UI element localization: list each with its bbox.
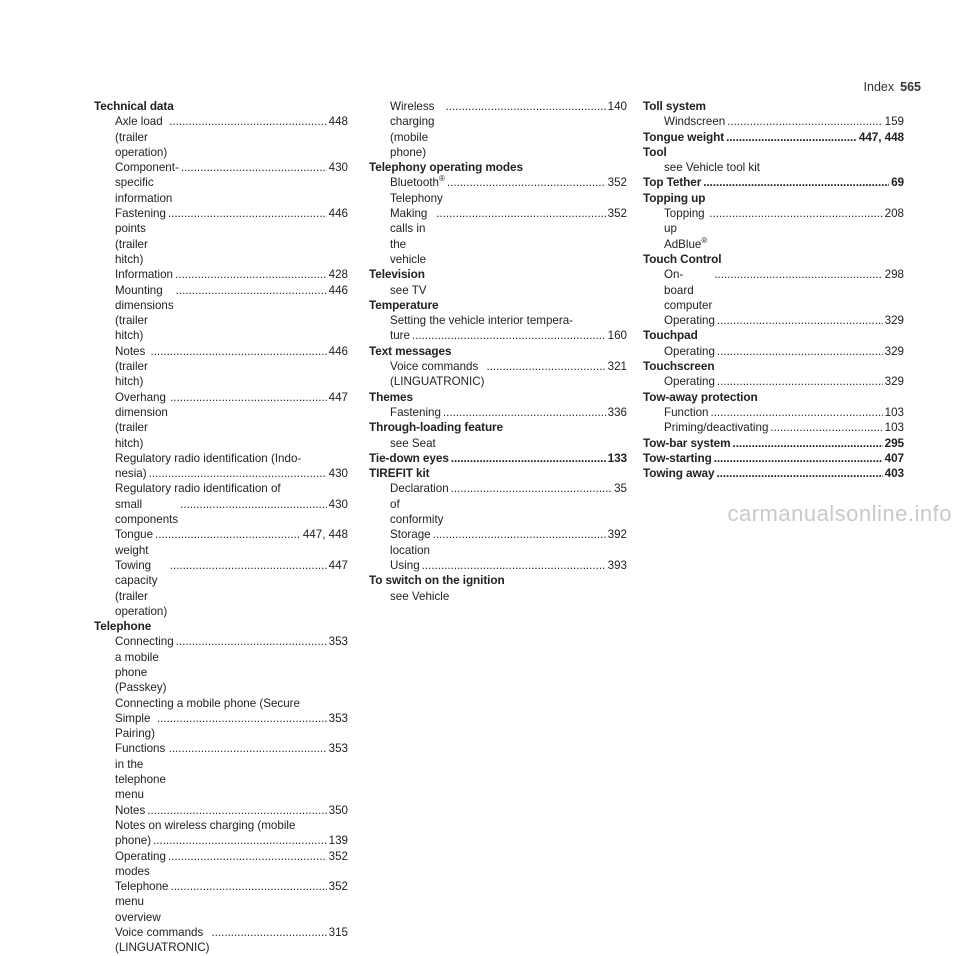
- index-subentry: [369, 527, 627, 558]
- page-reference-link[interactable]: 336: [607, 405, 627, 419]
- index-heading: [643, 359, 904, 374]
- index-heading: [369, 466, 627, 481]
- index-subentry: [94, 741, 348, 802]
- index-heading: [643, 451, 904, 466]
- index-subentry: [643, 405, 904, 420]
- index-heading: [643, 466, 904, 481]
- heading-text: Touch Control: [643, 251, 722, 266]
- leader-dots: [147, 803, 326, 818]
- index-subentry: [94, 114, 348, 160]
- page-reference-link[interactable]: 447: [328, 390, 348, 404]
- index-entry-continued: [369, 99, 627, 160]
- index-entry-top-tether: [643, 175, 904, 190]
- page-reference-link[interactable]: 159: [884, 115, 904, 129]
- subentry-text: Declaration of conformity: [390, 482, 449, 527]
- page-reference-link[interactable]: 446: [328, 207, 348, 221]
- leader-dots: [486, 359, 605, 374]
- page-reference-link[interactable]: 298: [884, 268, 904, 282]
- index-subentry: [643, 344, 904, 359]
- page-reference-link[interactable]: 133: [607, 450, 627, 465]
- page-reference-link[interactable]: 350: [328, 803, 348, 817]
- index-entry-tongue-weight: [643, 130, 904, 145]
- subentry-text: Functions in the telephone menu: [115, 742, 166, 802]
- subentry-text: Telephone menu overview: [115, 880, 169, 924]
- leader-dots: [181, 160, 327, 175]
- index-subentry: [94, 925, 348, 956]
- leader-dots: [150, 344, 326, 359]
- leader-dots: [149, 466, 327, 481]
- index-entry-temperature: [369, 298, 627, 344]
- subentry-text: nesia): [115, 467, 147, 481]
- subentry-text: Notes (trailer hitch): [115, 344, 148, 389]
- leader-dots: [714, 267, 882, 282]
- index-column-3: [643, 99, 904, 481]
- index-entry-tie-down-eyes: [369, 451, 627, 466]
- index-subentry: [94, 344, 348, 390]
- index-heading: [643, 145, 904, 160]
- subentry-line: Connecting a mobile phone (Secure: [115, 696, 300, 710]
- heading-text: To switch on the ignition: [369, 573, 505, 588]
- leader-dots: [726, 130, 857, 145]
- page-reference-link[interactable]: 430: [328, 467, 348, 481]
- index-column-1: [94, 99, 348, 956]
- index-entry-touchpad: [643, 328, 904, 359]
- subentry-text: Making calls in the vehicle: [390, 207, 428, 266]
- page-reference-link[interactable]: 352: [328, 880, 348, 894]
- subentry-text: Function: [664, 405, 709, 419]
- heading-text: TIREFIT kit: [369, 466, 430, 481]
- leader-dots: [447, 175, 606, 190]
- index-subentry: [94, 527, 348, 558]
- subentry-text: ture: [390, 329, 410, 343]
- heading-text: Telephony operating modes: [369, 160, 523, 175]
- leader-dots: [422, 558, 606, 573]
- index-subentry: [369, 206, 627, 267]
- subentry-text: Overhang dimension (trailer hitch): [115, 390, 168, 450]
- subentry-line: Regulatory radio identification (Indo-: [115, 451, 302, 465]
- index-subentry: [94, 803, 348, 818]
- index-subentry: [643, 420, 904, 435]
- subentry-text: Operating: [664, 314, 715, 328]
- index-entry-tow-away-protection: [643, 390, 904, 436]
- index-heading: [643, 130, 904, 145]
- leader-dots: [169, 114, 326, 129]
- heading-text: Touchpad: [643, 328, 698, 343]
- heading-text: Tie-down eyes: [369, 450, 449, 465]
- subentry-text: Component-specific information: [115, 161, 179, 205]
- index-subentry: [94, 711, 348, 742]
- index-heading: [369, 267, 627, 282]
- page-reference-link[interactable]: 353: [328, 635, 348, 649]
- page-reference-link[interactable]: 430: [328, 497, 348, 511]
- index-subentry: [643, 374, 904, 389]
- subentry-text: Voice commands (LINGUATRONIC): [390, 360, 485, 389]
- leader-dots: [171, 879, 327, 894]
- index-heading: [369, 390, 627, 405]
- index-subentry: [94, 849, 348, 880]
- leader-dots: [170, 558, 327, 573]
- leader-dots: [446, 99, 606, 114]
- leader-dots: [168, 849, 327, 864]
- index-subentry: [643, 313, 904, 328]
- page-reference-link[interactable]: 447: [328, 558, 348, 572]
- subentry-text: Operating: [664, 344, 715, 358]
- index-entry-telephony-operating-modes: [369, 160, 627, 267]
- subentry-text: Simple Pairing): [115, 711, 155, 741]
- index-label: Index: [863, 80, 895, 94]
- leader-dots: [168, 206, 327, 221]
- heading-text: Towing away: [643, 466, 715, 481]
- index-heading: [369, 344, 627, 359]
- page-reference-link[interactable]: 329: [884, 375, 904, 389]
- page-header: [864, 80, 921, 94]
- index-subentry: [94, 558, 348, 619]
- index-heading: [369, 160, 627, 175]
- leader-dots: [727, 114, 882, 129]
- page-reference-link[interactable]: 329: [884, 314, 904, 328]
- index-subentry: [369, 481, 627, 527]
- subentry-line: Setting the vehicle interior tempera-: [390, 314, 574, 328]
- heading-text: Touchscreen: [643, 359, 715, 374]
- index-heading: [643, 390, 904, 405]
- leader-dots: [717, 313, 883, 328]
- page-reference-link[interactable]: 448: [328, 115, 348, 129]
- index-subentry: [94, 390, 348, 451]
- subentry-text: Voice commands (LINGUATRONIC): [115, 926, 210, 955]
- index-heading: [643, 99, 904, 114]
- index-entry-touch-control: [643, 252, 904, 328]
- index-subentry: [94, 206, 348, 267]
- page-number: 565: [900, 80, 921, 94]
- index-entry-toll-system: [643, 99, 904, 130]
- index-subentry: [94, 634, 348, 695]
- heading-text: Topping up: [643, 190, 706, 205]
- leader-dots: [714, 451, 883, 466]
- index-heading: [369, 420, 627, 435]
- index-subentry: [94, 283, 348, 344]
- page-reference-link[interactable]: 352: [328, 849, 348, 863]
- page-reference-link[interactable]: 353: [328, 711, 348, 725]
- page-reference-link[interactable]: 315: [328, 926, 348, 940]
- subentry-text: Connecting a mobile phone (Passkey): [115, 635, 174, 695]
- index-subentry: [94, 879, 348, 925]
- index-entry-telephone: [94, 619, 348, 956]
- index-entry-tow-starting: [643, 451, 904, 466]
- leader-dots: [412, 328, 606, 343]
- index-heading: [643, 252, 904, 267]
- index-subentry: [369, 99, 627, 160]
- subentry-text: Storage location: [390, 528, 431, 557]
- leader-dots: [157, 711, 327, 726]
- heading-text: Toll system: [643, 99, 706, 113]
- leader-dots: [710, 405, 882, 420]
- leader-dots: [733, 436, 883, 451]
- leader-dots: [180, 497, 327, 512]
- index-entry-touchscreen: [643, 359, 904, 390]
- index-subentry: [94, 267, 348, 282]
- page-reference-link[interactable]: 208: [884, 207, 904, 221]
- subentry-line: Regulatory radio identification of: [115, 482, 281, 496]
- index-entry-tow-bar-system: [643, 436, 904, 451]
- leader-dots: [709, 206, 882, 221]
- leader-dots: [175, 267, 327, 282]
- subentry-text: Topping up AdBlue®: [664, 207, 708, 251]
- page-reference-link[interactable]: 139: [328, 834, 348, 848]
- heading-text: Television: [369, 267, 425, 282]
- index-subentry: [369, 328, 627, 343]
- subentry-text: Axle load (trailer operation): [115, 115, 168, 159]
- index-subentry: [369, 405, 627, 420]
- see-reference-link[interactable]: see Vehicle: [390, 589, 450, 603]
- page-reference-link[interactable]: 352: [607, 207, 627, 221]
- subentry-text: phone): [115, 834, 152, 848]
- leader-dots: [443, 405, 606, 420]
- leader-dots: [211, 925, 326, 940]
- index-entry-technical-data: [94, 99, 348, 619]
- index-heading: [94, 99, 348, 114]
- page-reference-link[interactable]: 140: [607, 100, 627, 113]
- subentry-text: Wireless charging (mobile phone): [390, 100, 435, 159]
- leader-dots: [716, 466, 882, 481]
- index-entry-towing-away: [643, 466, 904, 481]
- subentry-text: Priming/deactivating: [664, 421, 769, 435]
- index-heading: [643, 436, 904, 451]
- subentry-text: Bluetooth® Telephony: [390, 174, 445, 205]
- subentry-text: Information: [115, 268, 173, 282]
- index-subentry: [643, 267, 904, 313]
- index-heading: [643, 175, 904, 190]
- leader-dots: [717, 374, 883, 389]
- index-heading: [643, 191, 904, 206]
- page-reference-link[interactable]: 392: [607, 528, 627, 542]
- leader-dots: [451, 481, 612, 496]
- heading-text: Tool: [643, 144, 667, 159]
- see-reference-link[interactable]: see TV: [390, 283, 427, 297]
- index-subentry: [94, 160, 348, 206]
- subentry-text: Fastening points (trailer hitch): [115, 207, 166, 266]
- index-heading: [369, 573, 627, 588]
- page-reference-link[interactable]: 329: [884, 344, 904, 358]
- page-reference-link[interactable]: 35: [614, 482, 627, 496]
- leader-dots: [155, 527, 301, 542]
- leader-dots: [436, 206, 605, 221]
- page-reference-link[interactable]: 447, 448: [858, 129, 904, 144]
- index-subentry: [369, 558, 627, 573]
- page-reference-link[interactable]: 446: [328, 283, 348, 297]
- heading-text: Telephone: [94, 619, 152, 634]
- see-reference-link[interactable]: see Vehicle tool kit: [664, 161, 761, 175]
- index-entry-to-switch-on-the-ignition: [369, 573, 627, 604]
- index-column-2: [369, 99, 627, 604]
- page-reference-link[interactable]: 407: [884, 450, 904, 465]
- index-entry-television: [369, 267, 627, 298]
- heading-text: Through-loading feature: [369, 420, 504, 435]
- leader-dots: [717, 344, 883, 359]
- heading-text: Themes: [369, 389, 413, 404]
- index-entry-tirefit-kit: [369, 466, 627, 573]
- heading-text: Tongue weight: [643, 129, 725, 144]
- page-reference-link[interactable]: 321: [607, 360, 627, 374]
- leader-dots: [176, 634, 327, 649]
- heading-text: Text messages: [369, 343, 452, 358]
- leader-dots: [176, 283, 327, 298]
- subentry-text: Notes: [115, 803, 146, 817]
- subentry-text: On-board computer: [664, 268, 713, 312]
- subentry-text: Using: [390, 558, 420, 572]
- index-heading: [94, 619, 348, 634]
- index-subentry: [369, 175, 627, 206]
- page-reference-link[interactable]: 428: [328, 268, 348, 282]
- leader-dots: [433, 527, 606, 542]
- see-reference-link[interactable]: see Seat: [390, 436, 436, 450]
- index-subentry: [643, 114, 904, 129]
- subentry-text: small components: [115, 497, 179, 527]
- heading-text: Technical data: [94, 99, 174, 113]
- index-subentry: [94, 497, 348, 528]
- page-reference-link[interactable]: 103: [884, 421, 904, 435]
- index-entry-topping-up: [643, 191, 904, 252]
- index-subentry: [643, 206, 904, 252]
- subentry-text: Towing capacity (trailer operation): [115, 558, 168, 618]
- subentry-line: Notes on wireless charging (mobile: [115, 818, 296, 832]
- subentry-text: Mounting dimensions (trailer hitch): [115, 283, 174, 343]
- page-reference-link[interactable]: 430: [328, 161, 348, 175]
- index-subentry: [369, 359, 627, 390]
- index-entry-through-loading-feature: [369, 420, 627, 451]
- subentry-text: Operating: [664, 375, 715, 389]
- subentry-text: Operating modes: [115, 849, 166, 878]
- watermark: carmanualsonline.info: [727, 501, 952, 526]
- heading-text: Top Tether: [643, 175, 702, 190]
- index-subentry: [94, 833, 348, 848]
- heading-text: Tow-bar system: [643, 435, 731, 450]
- leader-dots: [170, 390, 327, 405]
- index-heading: [643, 328, 904, 343]
- page-reference-link[interactable]: 295: [884, 435, 904, 450]
- index-heading: [369, 451, 627, 466]
- page-reference-link[interactable]: 393: [607, 558, 627, 572]
- subentry-text: Fastening: [390, 405, 441, 419]
- index-entry-text-messages: [369, 344, 627, 390]
- index-heading: [369, 298, 627, 313]
- page-reference-link[interactable]: 69: [891, 175, 904, 190]
- leader-dots: [169, 741, 327, 756]
- page-reference-link[interactable]: 352: [607, 176, 627, 190]
- index-entry-themes: [369, 390, 627, 421]
- heading-text: Tow-starting: [643, 450, 712, 465]
- heading-text: Temperature: [369, 297, 439, 312]
- page-reference-link[interactable]: 353: [328, 742, 348, 756]
- page-reference-link[interactable]: 160: [607, 329, 627, 343]
- leader-dots: [770, 420, 882, 435]
- leader-dots: [153, 833, 327, 848]
- page-reference-link[interactable]: 447, 448: [302, 528, 348, 542]
- page-reference-link[interactable]: 403: [884, 466, 904, 481]
- heading-text: Tow-away protection: [643, 389, 758, 404]
- subentry-text: Windscreen: [664, 115, 726, 129]
- index-entry-tool: [643, 145, 904, 176]
- leader-dots: [451, 451, 606, 466]
- leader-dots: [703, 175, 889, 190]
- index-subentry: [94, 466, 348, 481]
- page-reference-link[interactable]: 446: [328, 344, 348, 358]
- subentry-text: Tongue weight: [115, 528, 154, 557]
- page-reference-link[interactable]: 103: [884, 405, 904, 419]
